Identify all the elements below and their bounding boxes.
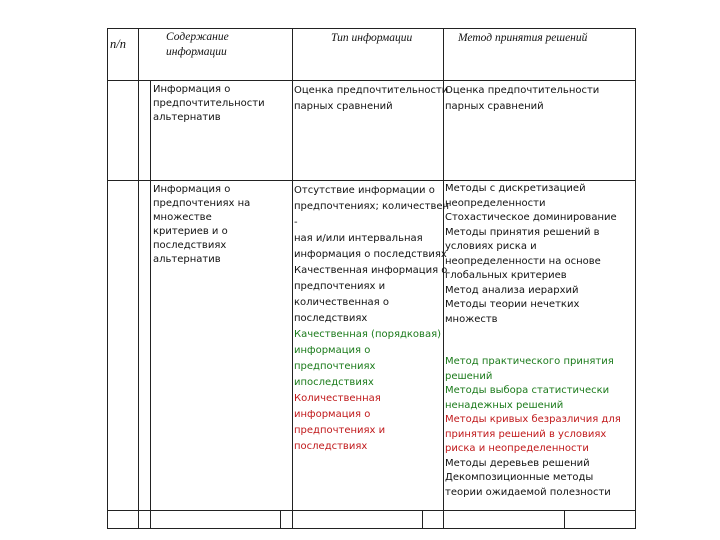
row1-method-line: парных сравнений [445, 101, 544, 112]
row2-content-line: альтернатив [153, 254, 221, 265]
row2-method-line: Декомпозиционные методы [445, 472, 594, 483]
row2-content-line: предпочтениях на [153, 198, 251, 209]
row2-method-line-green: Методы выбора статистически [445, 385, 610, 396]
row1-method-line: Оценка предпочтительности [445, 85, 600, 96]
row2-method-line: Методы теории нечетких [445, 299, 580, 310]
row2-method-line: неопределенности на основе [445, 255, 601, 267]
row2-type-line-green: предпочтениях [294, 361, 376, 372]
row2-method-line: условиях риска и [445, 241, 537, 252]
col-divider-1b [150, 80, 151, 529]
col-divider-6 [564, 510, 565, 529]
row2-method-line: глобальных критериев [445, 270, 567, 281]
row1-content-line: альтернатив [153, 112, 221, 123]
row2-method-spacer [445, 327, 621, 355]
row2-type-line: количественная о [294, 297, 389, 308]
table-border-header-bottom [107, 80, 636, 81]
header-content-line: Содержание [166, 31, 229, 43]
row2-type-line-red: последствиях [294, 441, 368, 452]
row1-content-line: Информация о [153, 84, 231, 95]
header-num: п/п [110, 37, 126, 51]
row1-type [294, 83, 448, 115]
col-divider-4 [422, 510, 423, 529]
row2-type-line: ная и/или интервальная [294, 233, 423, 244]
row2-method-line-green: Метод практического принятия [445, 356, 614, 367]
row2-type-line: последствиях [294, 313, 368, 324]
row2-type-line: Отсутствие информации о [294, 185, 435, 196]
header-type: Тип информации [331, 32, 413, 44]
row2-type-line: предпочтениях и [294, 281, 386, 292]
row2-method-line: Методы принятия решений в [445, 226, 600, 238]
row2-type-line: информация о последствиях [294, 249, 447, 260]
row1-type-line: Оценка предпочтительности [294, 85, 449, 96]
header-content-line: информации [166, 46, 227, 58]
row2-method-line: Методы деревьев решений [445, 457, 590, 469]
row2-type [294, 183, 449, 455]
row2-content-line: Информация о [153, 184, 231, 195]
row1-type-line: парных сравнений [294, 101, 393, 112]
row2-method-line: множеств [445, 313, 498, 325]
row2-method [445, 182, 621, 500]
row2-method-line-red: принятия решений в условиях [445, 428, 607, 440]
col-divider-3 [292, 28, 293, 529]
row1-content-line: предпочтительности [153, 98, 265, 109]
row2-method-line: теории ожидаемой полезности [445, 486, 611, 498]
table-border-row2-bottom [107, 510, 636, 511]
row1-content [153, 83, 265, 125]
row2-method-line: неопределенности [445, 197, 546, 209]
table-border-right [635, 28, 636, 529]
header-content [166, 30, 229, 60]
table-border-left [107, 28, 108, 529]
row2-type-line-green: информация о [294, 345, 371, 356]
row2-method-line: Метод анализа иерархий [445, 284, 579, 296]
row2-content-line: множестве [153, 212, 212, 223]
row2-content-line: критериев и о [153, 226, 228, 237]
row2-type-line-green: Качественная (порядковая) [294, 329, 441, 340]
table-border-row1-bottom [107, 180, 636, 181]
col-divider-2 [280, 510, 281, 529]
row1-method [445, 83, 599, 115]
row2-content [153, 183, 250, 267]
row2-type-line: Качественная информация о [294, 265, 448, 276]
table-border-bottom [107, 528, 636, 529]
row2-content-line: последствиях [153, 240, 227, 251]
row2-type-line-green: ипоследствиях [294, 377, 374, 388]
table-border-top [107, 28, 636, 29]
row2-method-line-green: ненадежных решений [445, 399, 564, 411]
row2-method-line-red: риска и неопределенности [445, 443, 589, 454]
row2-type-line: предпочтениях; количествен [294, 201, 450, 212]
row2-method-line-red: Методы кривых безразличия для [445, 414, 621, 425]
row2-method-line: Методы с дискретизацией [445, 183, 586, 194]
row2-type-line-red: предпочтениях и [294, 425, 386, 436]
header-method: Метод принятия решений [458, 32, 588, 44]
row2-type-line-red: Количественная [294, 393, 381, 404]
row2-method-line: Стохастическое доминирование [445, 212, 617, 223]
col-divider-1 [138, 28, 139, 529]
row2-type-line-red: информация о [294, 409, 371, 420]
row2-method-line-green: решений [445, 370, 493, 382]
row2-type-line: - [294, 217, 298, 228]
